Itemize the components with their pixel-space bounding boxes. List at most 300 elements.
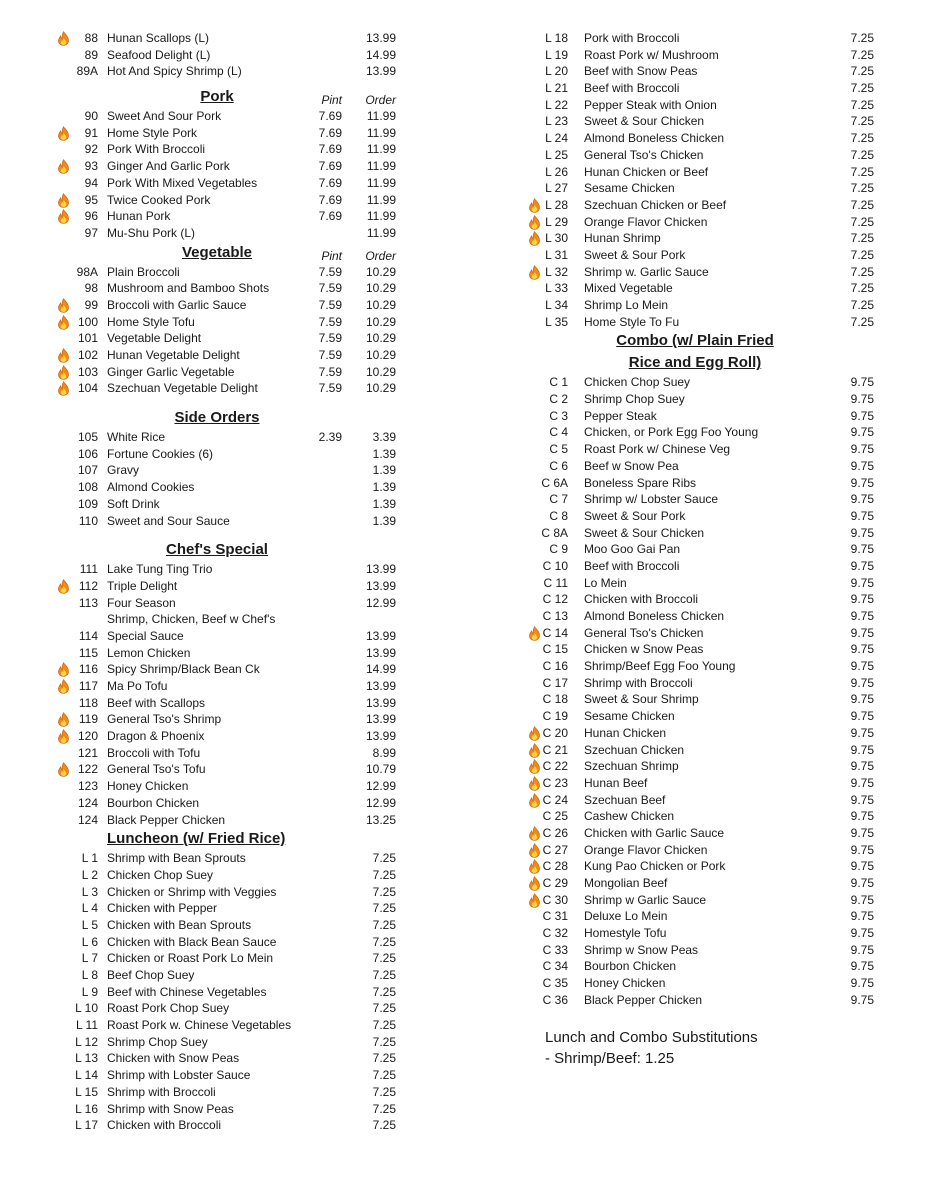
item-name: White Rice bbox=[107, 430, 166, 445]
menu-item-row bbox=[52, 380, 412, 397]
item-number: 111 bbox=[79, 562, 98, 577]
item-number: L 27 bbox=[545, 181, 568, 196]
menu-item-row bbox=[52, 950, 412, 967]
item-order-price: 10.29 bbox=[365, 331, 396, 346]
item-number: C 6A bbox=[541, 475, 568, 490]
item-name: General Tso's Shrimp bbox=[107, 712, 222, 727]
item-order-price: 9.75 bbox=[850, 759, 874, 774]
item-number: 103 bbox=[77, 364, 98, 379]
item-order-price: 9.75 bbox=[850, 809, 874, 824]
item-number: 100 bbox=[77, 314, 98, 329]
item-order-price: 10.29 bbox=[365, 314, 396, 329]
item-order-price: 9.75 bbox=[850, 842, 874, 857]
item-name: Dragon & Phoenix bbox=[107, 729, 205, 744]
item-number: 114 bbox=[78, 628, 98, 643]
item-name: Ginger Garlic Vegetable bbox=[107, 364, 235, 379]
item-order-price: 7.25 bbox=[850, 81, 874, 96]
item-name: Almond Boneless Chicken bbox=[584, 609, 725, 623]
item-name: Hunan Beef bbox=[584, 775, 648, 790]
item-order-price: 1.39 bbox=[372, 446, 396, 461]
item-pint-price: 2.39 bbox=[318, 430, 342, 445]
item-order-price: 7.25 bbox=[850, 231, 874, 246]
item-order-price: 9.75 bbox=[850, 675, 874, 690]
item-order-price: 9.75 bbox=[850, 825, 874, 840]
item-name: Chicken with Black Bean Sauce bbox=[107, 934, 277, 949]
menu-item-row bbox=[52, 264, 412, 281]
menu-item-row bbox=[525, 280, 895, 297]
item-order-price: 12.99 bbox=[365, 779, 396, 794]
item-number: C 35 bbox=[542, 976, 568, 991]
item-order-price: 9.75 bbox=[850, 859, 874, 874]
item-number: 119 bbox=[78, 712, 98, 727]
item-name: Chicken or Roast Pork Lo Mein bbox=[107, 951, 274, 966]
item-pint-price: 7.59 bbox=[318, 297, 342, 312]
item-number: C 21 bbox=[542, 742, 568, 757]
item-order-price: 11.99 bbox=[366, 159, 396, 174]
item-name: Szechuan Chicken or Beef bbox=[584, 197, 727, 212]
item-order-price: 11.99 bbox=[366, 109, 396, 124]
substitutions-note bbox=[545, 1027, 895, 1069]
menu-item-row bbox=[52, 884, 412, 901]
item-number: C 28 bbox=[542, 859, 568, 874]
item-number: C 36 bbox=[542, 992, 568, 1007]
menu-item-row bbox=[525, 525, 895, 542]
item-number: L 6 bbox=[81, 934, 98, 949]
item-number: 91 bbox=[84, 125, 98, 140]
menu-item-row bbox=[525, 391, 895, 408]
item-number: C 26 bbox=[542, 825, 568, 840]
menu-item-row bbox=[52, 347, 412, 364]
menu-item-row bbox=[52, 1000, 412, 1017]
pork-section-heading-title: Pork bbox=[200, 88, 234, 106]
item-name: Black Pepper Chicken bbox=[107, 812, 226, 827]
item-order-price: 9.75 bbox=[850, 508, 874, 523]
item-number: 101 bbox=[77, 331, 98, 346]
item-name: Homestyle Tofu bbox=[584, 926, 667, 941]
item-order-price: 10.29 bbox=[365, 281, 396, 296]
item-order-price: 7.25 bbox=[850, 247, 874, 262]
item-order-price: 9.75 bbox=[850, 775, 874, 790]
item-number: C 2 bbox=[549, 392, 568, 407]
item-number: C 31 bbox=[542, 909, 568, 924]
menu-item-row bbox=[525, 541, 895, 558]
item-order-price: 9.75 bbox=[850, 442, 874, 457]
menu-item-row bbox=[52, 462, 412, 479]
menu-item-row bbox=[525, 742, 895, 759]
item-name: Chicken, or Pork Egg Foo Young bbox=[584, 425, 759, 440]
item-order-price: 1.39 bbox=[372, 496, 396, 511]
item-name: Soft Drink bbox=[107, 496, 160, 511]
item-order-price: 13.25 bbox=[365, 812, 396, 827]
item-name: Plain Broccoli bbox=[107, 264, 180, 279]
item-pint-price: 7.59 bbox=[318, 331, 342, 346]
item-name: Sweet & Sour Chicken bbox=[584, 114, 705, 129]
item-number: 124 bbox=[77, 795, 98, 810]
item-name: Chicken with Broccoli bbox=[584, 592, 699, 607]
luncheon-section-heading-title: Luncheon (w/ Fried Rice) bbox=[107, 830, 286, 848]
item-name: Kung Pao Chicken or Pork bbox=[584, 859, 726, 874]
item-number: 93 bbox=[84, 159, 98, 174]
menu-item-row bbox=[52, 314, 412, 331]
item-order-price: 9.75 bbox=[850, 959, 874, 974]
item-name: Roast Pork Chop Suey bbox=[107, 1001, 230, 1016]
menu-item-row bbox=[52, 1050, 412, 1067]
item-name: Shrimp with Broccoli bbox=[584, 675, 693, 690]
item-order-price: 9.75 bbox=[850, 642, 874, 657]
menu-item-row bbox=[525, 374, 895, 391]
item-number: C 32 bbox=[542, 926, 568, 941]
item-name: Chicken with Snow Peas bbox=[107, 1051, 240, 1066]
item-number: L 21 bbox=[545, 81, 568, 96]
item-order-price: 7.25 bbox=[850, 314, 874, 329]
item-order-price: 11.99 bbox=[366, 209, 396, 224]
item-number: C 8A bbox=[541, 525, 568, 540]
item-name: Roast Pork w/ Chinese Veg bbox=[584, 442, 731, 457]
item-order-price: 9.75 bbox=[850, 725, 874, 740]
item-number: 104 bbox=[77, 381, 98, 396]
vegetable-section-heading-title: Vegetable bbox=[181, 243, 253, 261]
menu-item-row bbox=[52, 578, 412, 595]
item-order-price: 7.25 bbox=[372, 1084, 396, 1099]
menu-item-row bbox=[52, 761, 412, 778]
item-order-price: 9.75 bbox=[850, 742, 874, 757]
item-order-price: 9.75 bbox=[850, 609, 874, 623]
item-number: 89 bbox=[84, 47, 98, 62]
left-column bbox=[52, 30, 412, 1134]
item-name: Shrimp Chop Suey bbox=[107, 1034, 208, 1049]
menu-item-row bbox=[52, 63, 412, 80]
item-number: 99 bbox=[84, 297, 98, 312]
item-name: Shrimp w. Garlic Sauce bbox=[584, 264, 709, 279]
menu-item-row bbox=[52, 678, 412, 695]
item-name: Shrimp with Snow Peas bbox=[107, 1101, 234, 1116]
item-order-price: 7.25 bbox=[372, 1034, 396, 1049]
item-pint-price: 7.69 bbox=[318, 142, 342, 157]
item-name: Szechuan Vegetable Delight bbox=[107, 381, 258, 396]
menu-item-row bbox=[525, 63, 895, 80]
item-name: Almond Cookies bbox=[107, 480, 195, 495]
menu-item-row bbox=[52, 208, 412, 225]
item-order-price: 10.29 bbox=[365, 364, 396, 379]
item-name: General Tso's Chicken bbox=[584, 625, 704, 640]
item-number: L 2 bbox=[81, 867, 98, 882]
item-number: 92 bbox=[84, 142, 98, 157]
item-number: C 17 bbox=[542, 675, 568, 690]
item-number: C 25 bbox=[542, 809, 568, 824]
substitutions-note-line1: Lunch and Combo Substitutions bbox=[545, 1028, 758, 1046]
menu-item-row bbox=[525, 625, 895, 642]
item-name: Shrimp with Broccoli bbox=[107, 1084, 216, 1099]
item-number: L 7 bbox=[81, 951, 98, 966]
menu-item-row bbox=[525, 675, 895, 692]
item-order-price: 9.75 bbox=[850, 792, 874, 807]
item-name: Bourbon Chicken bbox=[107, 795, 200, 810]
item-number: 88 bbox=[84, 31, 98, 45]
item-name: Seafood Delight (L) bbox=[107, 47, 211, 62]
item-name: Cashew Chicken bbox=[584, 809, 675, 824]
menu-item-row bbox=[52, 661, 412, 678]
menu-item-row bbox=[52, 628, 412, 645]
menu-item-row bbox=[525, 825, 895, 842]
menu-item-row bbox=[525, 408, 895, 425]
item-number: 107 bbox=[77, 463, 98, 478]
item-order-price: 13.99 bbox=[365, 729, 396, 744]
item-order-price: 9.75 bbox=[850, 475, 874, 490]
combo-section-heading-title: Combo (w/ Plain Fried bbox=[616, 332, 774, 350]
item-name: Twice Cooked Pork bbox=[107, 192, 211, 207]
item-name: Chicken with Pepper bbox=[107, 901, 218, 916]
item-number: 115 bbox=[78, 645, 98, 660]
menu-item-row bbox=[525, 30, 895, 47]
item-number: C 18 bbox=[542, 692, 568, 707]
item-name: Hot And Spicy Shrimp (L) bbox=[107, 64, 242, 79]
item-name: Hunan Shrimp bbox=[584, 231, 661, 246]
item-name: Vegetable Delight bbox=[107, 331, 202, 346]
item-order-price: 9.75 bbox=[850, 392, 874, 407]
menu-item-row bbox=[52, 513, 412, 530]
item-name: Lake Tung Ting Trio bbox=[107, 562, 213, 577]
item-order-price: 11.99 bbox=[366, 192, 396, 207]
item-name: Mongolian Beef bbox=[584, 876, 668, 890]
item-order-price: 10.79 bbox=[365, 762, 396, 777]
item-number: 90 bbox=[84, 109, 98, 124]
item-name: Home Style Pork bbox=[107, 125, 198, 140]
menu-item-row bbox=[52, 364, 412, 381]
menu-item-row bbox=[525, 147, 895, 164]
item-number: L 29 bbox=[545, 214, 568, 229]
item-number: 120 bbox=[77, 729, 98, 744]
item-order-price: 7.25 bbox=[850, 281, 874, 296]
item-name: Chicken Chop Suey bbox=[107, 867, 214, 882]
item-name: Lo Mein bbox=[584, 575, 627, 590]
menu-item-row bbox=[525, 691, 895, 708]
side-orders-section-heading-title: Side Orders bbox=[174, 409, 260, 427]
menu-item-row bbox=[52, 330, 412, 347]
item-pint-price: 7.69 bbox=[318, 175, 342, 190]
item-order-price: 13.99 bbox=[365, 712, 396, 727]
menu-item-row bbox=[525, 708, 895, 725]
item-number: C 22 bbox=[542, 759, 568, 774]
item-name: Sweet & Sour Shrimp bbox=[584, 692, 699, 707]
item-name: Shrimp with Lobster Sauce bbox=[107, 1068, 251, 1083]
item-order-price: 14.99 bbox=[365, 662, 396, 677]
item-order-price: 7.25 bbox=[372, 1051, 396, 1066]
item-number: C 3 bbox=[549, 408, 568, 423]
menu-item-row bbox=[525, 475, 895, 492]
item-name: Pork With Broccoli bbox=[107, 142, 206, 157]
item-order-price: 7.25 bbox=[850, 197, 874, 212]
item-number: 106 bbox=[77, 446, 98, 461]
item-name: Shrimp Chop Suey bbox=[584, 392, 685, 407]
item-order-price: 10.29 bbox=[365, 381, 396, 396]
item-order-price: 7.25 bbox=[372, 884, 396, 899]
item-name: Lemon Chicken bbox=[107, 645, 191, 660]
item-name: General Tso's Tofu bbox=[107, 762, 206, 777]
item-name: Hunan Chicken bbox=[584, 725, 667, 740]
menu-item-row bbox=[52, 850, 412, 867]
item-name: Beef with Scallops bbox=[107, 695, 206, 710]
item-number: L 11 bbox=[75, 1018, 98, 1033]
menu-item-row bbox=[52, 745, 412, 762]
item-number: C 1 bbox=[549, 375, 568, 390]
item-order-price: 9.75 bbox=[850, 659, 874, 674]
side-orders-section-heading bbox=[52, 407, 412, 429]
chefs-special-section-heading-title: Chef's Special bbox=[166, 541, 268, 559]
menu-item-row bbox=[525, 658, 895, 675]
item-number: C 6 bbox=[549, 458, 568, 473]
menu-item-row bbox=[52, 141, 412, 158]
menu-item-row bbox=[525, 230, 895, 247]
item-name: Sweet & Sour Chicken bbox=[584, 525, 705, 540]
item-order-price: 7.25 bbox=[372, 1118, 396, 1133]
item-order-price: 11.99 bbox=[366, 225, 396, 240]
item-name: Spicy Shrimp/Black Bean Ck bbox=[107, 662, 260, 677]
menu-item-row bbox=[525, 908, 895, 925]
menu-item-row bbox=[52, 728, 412, 745]
item-number: L 16 bbox=[75, 1101, 98, 1116]
menu-item-row bbox=[525, 858, 895, 875]
item-order-price: 9.75 bbox=[850, 425, 874, 440]
item-order-price: 7.25 bbox=[850, 264, 874, 279]
right-column bbox=[525, 30, 895, 1069]
menu-item-row bbox=[52, 611, 412, 628]
item-name: Hunan Pork bbox=[107, 209, 171, 224]
item-order-price: 9.75 bbox=[850, 692, 874, 707]
item-name: Szechuan Chicken bbox=[584, 742, 685, 757]
menu-item-row bbox=[52, 812, 412, 829]
item-name: Sesame Chicken bbox=[584, 181, 675, 196]
item-number: 123 bbox=[77, 779, 98, 794]
item-order-price: 7.25 bbox=[850, 298, 874, 312]
item-order-price: 9.75 bbox=[850, 892, 874, 907]
item-order-price: 14.99 bbox=[365, 47, 396, 62]
item-number: L 13 bbox=[75, 1051, 98, 1066]
item-number: 108 bbox=[77, 480, 98, 495]
item-name: Chicken with Bean Sprouts bbox=[107, 917, 252, 932]
item-order-price: 7.25 bbox=[850, 114, 874, 129]
item-name: Mixed Vegetable bbox=[584, 281, 673, 296]
item-number: C 30 bbox=[542, 892, 568, 907]
item-order-price: 9.75 bbox=[850, 926, 874, 941]
item-number: C 12 bbox=[542, 592, 568, 607]
item-name: Beef with Chinese Vegetables bbox=[107, 984, 267, 999]
item-order-price: 7.25 bbox=[372, 1068, 396, 1083]
menu-item-row bbox=[525, 875, 895, 892]
menu-item-row bbox=[52, 1117, 412, 1134]
item-number: 89A bbox=[76, 64, 98, 79]
item-order-price: 10.29 bbox=[365, 264, 396, 279]
item-name: Orange Flavor Chicken bbox=[584, 214, 708, 229]
item-order-price: 3.39 bbox=[372, 430, 396, 445]
item-number: L 18 bbox=[545, 31, 568, 45]
item-name: Special Sauce bbox=[107, 628, 184, 643]
item-name: Home Style Tofu bbox=[107, 314, 195, 329]
item-order-price: 7.25 bbox=[850, 131, 874, 146]
item-order-price: 10.29 bbox=[365, 297, 396, 312]
item-name: Sweet And Sour Pork bbox=[107, 109, 222, 124]
item-name: Szechuan Shrimp bbox=[584, 759, 679, 774]
item-order-price: 7.25 bbox=[850, 181, 874, 196]
item-number: L 34 bbox=[545, 298, 568, 312]
item-order-price: 7.25 bbox=[372, 851, 396, 866]
menu-item-row bbox=[525, 97, 895, 114]
item-order-price: 12.99 bbox=[365, 595, 396, 610]
item-name: Fortune Cookies (6) bbox=[107, 446, 214, 461]
item-number: L 4 bbox=[81, 901, 98, 916]
item-name: Almond Boneless Chicken bbox=[584, 131, 725, 146]
item-order-price: 13.99 bbox=[365, 695, 396, 710]
item-name: Black Pepper Chicken bbox=[584, 992, 703, 1007]
item-order-price: 7.25 bbox=[372, 901, 396, 916]
menu-item-row bbox=[525, 641, 895, 658]
spacer bbox=[52, 397, 412, 407]
menu-item-row bbox=[525, 591, 895, 608]
menu-item-row bbox=[525, 80, 895, 97]
menu-item-row bbox=[52, 778, 412, 795]
menu-item-row bbox=[52, 30, 412, 47]
item-order-price: 9.75 bbox=[850, 909, 874, 924]
item-name: Shrimp w/ Lobster Sauce bbox=[584, 492, 719, 507]
item-number: L 10 bbox=[75, 1001, 98, 1016]
item-number: L 12 bbox=[75, 1034, 98, 1049]
menu-item-row bbox=[525, 458, 895, 475]
item-name: Ginger And Garlic Pork bbox=[107, 159, 230, 174]
item-order-price: 9.75 bbox=[850, 592, 874, 607]
order-column-label: Order bbox=[365, 93, 396, 108]
item-pint-price: 7.59 bbox=[318, 264, 342, 279]
item-order-price: 13.99 bbox=[365, 578, 396, 593]
pint-column-label: Pint bbox=[321, 93, 342, 108]
item-order-price: 9.75 bbox=[850, 542, 874, 557]
item-name: Deluxe Lo Mein bbox=[584, 909, 668, 924]
menu-item-row bbox=[52, 496, 412, 513]
item-number: L 8 bbox=[81, 968, 98, 982]
item-number: C 20 bbox=[542, 725, 568, 740]
item-name: Pork with Broccoli bbox=[584, 31, 680, 45]
item-order-price: 7.25 bbox=[850, 31, 874, 45]
menu-item-row bbox=[52, 175, 412, 192]
luncheon-section-heading bbox=[52, 828, 412, 850]
item-name: Shrimp with Bean Sprouts bbox=[107, 851, 246, 866]
menu-item-row bbox=[52, 280, 412, 297]
combo-section-heading-line2 bbox=[525, 352, 895, 374]
item-name: Beef with Broccoli bbox=[584, 81, 680, 96]
menu-item-row bbox=[525, 264, 895, 281]
menu-item-row bbox=[52, 158, 412, 175]
item-pint-price: 7.69 bbox=[318, 109, 342, 124]
menu-item-row bbox=[52, 917, 412, 934]
item-name: Chicken with Garlic Sauce bbox=[584, 825, 725, 840]
menu-item-row bbox=[52, 900, 412, 917]
item-name: Pepper Steak with Onion bbox=[584, 97, 717, 112]
item-order-price: 9.75 bbox=[850, 876, 874, 890]
item-order-price: 9.75 bbox=[850, 492, 874, 507]
item-order-price: 8.99 bbox=[372, 745, 396, 760]
menu-item-row bbox=[52, 1101, 412, 1118]
menu-item-row bbox=[52, 125, 412, 142]
pint-column-label: Pint bbox=[321, 248, 342, 263]
item-name: Beef with Broccoli bbox=[584, 558, 680, 573]
item-name: Beef w Snow Pea bbox=[584, 458, 679, 473]
menu-item-row bbox=[525, 842, 895, 859]
menu-item-row bbox=[525, 925, 895, 942]
menu-item-row bbox=[525, 441, 895, 458]
item-order-price: 9.75 bbox=[850, 709, 874, 724]
item-order-price: 13.99 bbox=[365, 679, 396, 693]
item-order-price: 9.75 bbox=[850, 375, 874, 390]
menu-item-row bbox=[525, 575, 895, 592]
item-name: Shrimp w Snow Peas bbox=[584, 942, 699, 957]
